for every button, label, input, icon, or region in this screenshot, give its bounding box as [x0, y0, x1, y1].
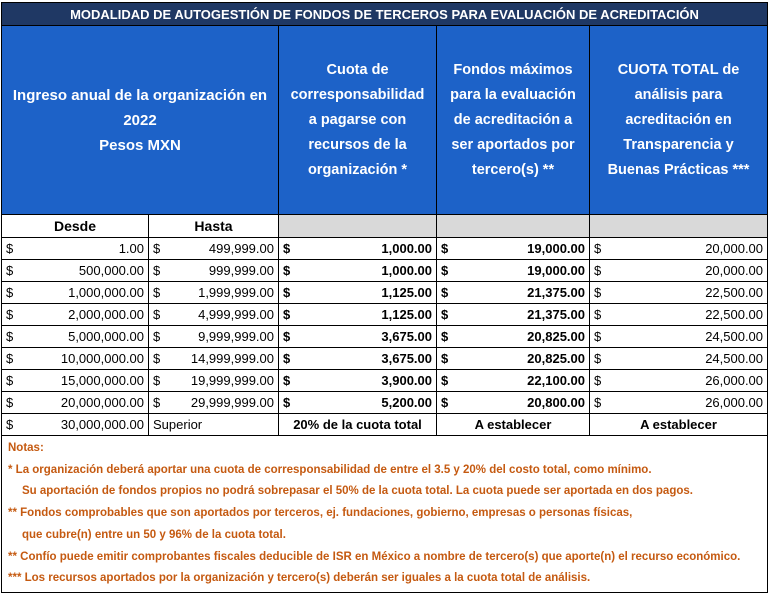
table-row-last: [2, 414, 768, 436]
amount: 10,000,000.00: [60, 351, 144, 366]
currency-symbol: $: [283, 241, 291, 256]
cell-fondos: [437, 370, 590, 392]
cell-cuota: [279, 260, 437, 282]
amount: 1,000.00: [381, 263, 432, 278]
cell-hasta: [149, 348, 279, 370]
amount: 19,000.00: [527, 263, 585, 278]
currency-symbol: $: [6, 285, 14, 300]
amount: 1,125.00: [381, 307, 432, 322]
currency-symbol: $: [153, 263, 161, 278]
amount: 20,000,000.00: [60, 395, 144, 410]
amount: 19,999,999.00: [190, 373, 274, 388]
table-row: [2, 392, 768, 414]
currency-symbol: $: [6, 263, 14, 278]
note-line: que cubre(n) entre un 50 y 96% de la cuota total.: [22, 528, 286, 541]
amount: 19,000.00: [527, 241, 585, 256]
amount: 14,999,999.00: [190, 351, 274, 366]
currency-symbol: $: [594, 285, 602, 300]
cell-desde: [2, 238, 149, 260]
amount: 20,825.00: [527, 329, 585, 344]
table-title: MODALIDAD DE AUTOGESTIÓN DE FONDOS DE TERCEROS PARA EVALUACIÓN DE ACREDITACIÓN: [2, 3, 768, 26]
cell-fondos: [437, 260, 590, 282]
amount: 26,000.00: [705, 395, 764, 410]
header-total: [590, 26, 768, 215]
currency-symbol: $: [6, 307, 14, 322]
amount: 1.00: [118, 241, 144, 256]
cell-desde: [2, 304, 149, 326]
note-line: Su aportación de fondos propios no podrá sobrepasar el 50% de la cuota total. La cuota puede ser aportada en dos pagos.: [22, 485, 693, 498]
currency-symbol: $: [441, 285, 449, 300]
amount: 20,800.00: [527, 395, 585, 410]
header-fondos-line: para la evaluación: [450, 86, 576, 103]
currency-symbol: $: [441, 241, 449, 256]
currency-symbol: $: [594, 263, 602, 278]
currency-symbol: $: [6, 329, 14, 344]
cell-total: [590, 260, 768, 282]
cell-hasta: Superior: [149, 414, 279, 436]
cell-fondos: [437, 238, 590, 260]
currency-symbol: $: [594, 395, 602, 410]
cell-desde: [2, 260, 149, 282]
header-total-line: Transparencia y: [623, 136, 734, 153]
currency-symbol: $: [283, 307, 291, 322]
header-fondos: [437, 26, 590, 215]
notes-heading: Notas:: [8, 442, 44, 454]
amount: 1,999,999.00: [198, 285, 274, 300]
amount: 2,000,000.00: [68, 307, 144, 322]
header-income: [2, 26, 279, 215]
amount: 22,500.00: [705, 307, 764, 322]
table-row: [2, 260, 768, 282]
amount: 999,999.00: [208, 263, 274, 278]
cell-total: [590, 392, 768, 414]
cell-desde: [2, 392, 149, 414]
cell-desde: [2, 348, 149, 370]
cell-fondos: [437, 282, 590, 304]
cell-cuota: [279, 392, 437, 414]
cell-total: [590, 326, 768, 348]
amount: 24,500.00: [705, 329, 764, 344]
cell-cuota: [279, 304, 437, 326]
header-cuota-line: organización *: [307, 161, 408, 178]
amount: 3,675.00: [381, 351, 432, 366]
cell-cuota: [279, 326, 437, 348]
cell-cuota: [279, 370, 437, 392]
currency-symbol: $: [594, 307, 602, 322]
amount: 5,000,000.00: [68, 329, 144, 344]
currency-symbol: $: [283, 351, 291, 366]
amount: 1,125.00: [381, 285, 432, 300]
amount: 1,000.00: [381, 241, 432, 256]
currency-symbol: $: [441, 351, 449, 366]
header-fondos-line: Fondos máximos: [453, 61, 573, 78]
amount: 21,375.00: [527, 285, 585, 300]
header-fondos-line: tercero(s) **: [471, 161, 555, 178]
table-row: [2, 282, 768, 304]
currency-symbol: $: [594, 329, 602, 344]
table-row: [2, 304, 768, 326]
data-rows: [2, 238, 768, 414]
header-fondos-line: de acreditación a: [453, 111, 573, 128]
header-total-line: análisis para: [634, 86, 723, 103]
amount: 3,675.00: [381, 329, 432, 344]
currency-symbol: $: [6, 241, 14, 256]
currency-symbol: $: [441, 307, 449, 322]
currency-symbol: $: [153, 307, 161, 322]
grey-cell: [590, 215, 768, 238]
amount: 15,000,000.00: [60, 373, 144, 388]
currency-symbol: $: [6, 395, 14, 410]
cell-hasta: [149, 304, 279, 326]
cell-hasta: [149, 392, 279, 414]
amount: 500,000.00: [78, 263, 144, 278]
cell-desde: [2, 414, 149, 436]
cell-hasta: [149, 282, 279, 304]
currency-symbol: $: [441, 263, 449, 278]
currency-symbol: $: [6, 351, 14, 366]
grey-cell: [279, 215, 437, 238]
amount: 4,999,999.00: [198, 307, 274, 322]
header-fondos-line: ser aportados por: [451, 136, 575, 153]
amount: 22,500.00: [705, 285, 764, 300]
currency-symbol: $: [594, 351, 602, 366]
currency-symbol: $: [283, 373, 291, 388]
header-income-line: 2022: [123, 111, 157, 129]
table-row: [2, 326, 768, 348]
currency-symbol: $: [153, 373, 161, 388]
table-row: [2, 348, 768, 370]
amount: 29,999,999.00: [190, 395, 274, 410]
header-total-line: acreditación en: [625, 111, 732, 128]
currency-symbol: $: [153, 351, 161, 366]
amount: 499,999.00: [208, 241, 274, 256]
amount: 26,000.00: [705, 373, 764, 388]
currency-symbol: $: [441, 329, 449, 344]
amount: 1,000,000.00: [68, 285, 144, 300]
cell-hasta: [149, 260, 279, 282]
currency-symbol: $: [283, 395, 291, 410]
cell-total: [590, 304, 768, 326]
note-line: ** Fondos comprobables que son aportados por terceros, ej. fundaciones, gobierno, empresas o personas físicas,: [8, 507, 633, 520]
header-cuota-line: corresponsabilidad: [290, 86, 425, 103]
cell-hasta: [149, 326, 279, 348]
amount: 30,000,000.00: [60, 417, 144, 432]
fee-table: [1, 2, 768, 593]
cell-hasta: [149, 370, 279, 392]
cell-total: [590, 348, 768, 370]
currency-symbol: $: [283, 329, 291, 344]
currency-symbol: $: [153, 285, 161, 300]
cell-total: [590, 238, 768, 260]
cell-cuota: [279, 238, 437, 260]
cell-fondos: [437, 326, 590, 348]
header-income-line: Ingreso anual de la organización en: [12, 86, 268, 104]
currency-symbol: $: [283, 285, 291, 300]
header-income-line: Pesos MXN: [99, 136, 181, 154]
amount: 20,000.00: [705, 241, 764, 256]
currency-symbol: $: [283, 263, 291, 278]
cell-hasta: [149, 238, 279, 260]
amount: 9,999,999.00: [198, 329, 274, 344]
header-cuota-line: a pagarse con: [308, 111, 407, 128]
header-cuota: [279, 26, 437, 215]
col-desde-label: Desde: [2, 215, 149, 238]
note-line: ** Confío puede emitir comprobantes fiscales deducible de ISR en México a nombre de tercero(s) que aporte(n) el recurso económico.: [8, 550, 741, 563]
amount: 22,100.00: [527, 373, 585, 388]
currency-symbol: $: [6, 417, 14, 432]
cell-desde: [2, 370, 149, 392]
table-row: [2, 370, 768, 392]
cell-fondos: A establecer: [437, 414, 590, 436]
cell-total: [590, 282, 768, 304]
currency-symbol: $: [153, 329, 161, 344]
cell-cuota: [279, 348, 437, 370]
cell-total: A establecer: [590, 414, 768, 436]
cell-desde: [2, 282, 149, 304]
amount: 5,200.00: [381, 395, 432, 410]
header-total-line: Buenas Prácticas ***: [607, 161, 750, 178]
col-hasta-label: Hasta: [149, 215, 279, 238]
currency-symbol: $: [153, 241, 161, 256]
amount: 21,375.00: [527, 307, 585, 322]
currency-symbol: $: [594, 373, 602, 388]
cell-fondos: [437, 348, 590, 370]
notes-section: [2, 436, 768, 593]
amount: 24,500.00: [705, 351, 764, 366]
cell-cuota: 20% de la cuota total: [279, 414, 437, 436]
note-line: * La organización deberá aportar una cuota de corresponsabilidad de entre el 3.5 y 20% del costo total, como mínimo.: [8, 463, 652, 476]
cell-fondos: [437, 392, 590, 414]
grey-cell: [437, 215, 590, 238]
header-cuota-line: recursos de la: [308, 136, 407, 153]
amount: 20,825.00: [527, 351, 585, 366]
currency-symbol: $: [441, 395, 449, 410]
amount: 3,900.00: [381, 373, 432, 388]
table-row: [2, 238, 768, 260]
cell-fondos: [437, 304, 590, 326]
amount: 20,000.00: [705, 263, 764, 278]
currency-symbol: $: [6, 373, 14, 388]
currency-symbol: $: [594, 241, 602, 256]
header-total-line: CUOTA TOTAL de: [617, 61, 740, 78]
note-line: *** Los recursos aportados por la organización y tercero(s) deberán ser iguales a la cuota total de análisis.: [8, 572, 591, 585]
currency-symbol: $: [441, 373, 449, 388]
cell-desde: [2, 326, 149, 348]
cell-cuota: [279, 282, 437, 304]
currency-symbol: $: [153, 395, 161, 410]
header-cuota-line: Cuota de: [326, 61, 389, 78]
cell-total: [590, 370, 768, 392]
